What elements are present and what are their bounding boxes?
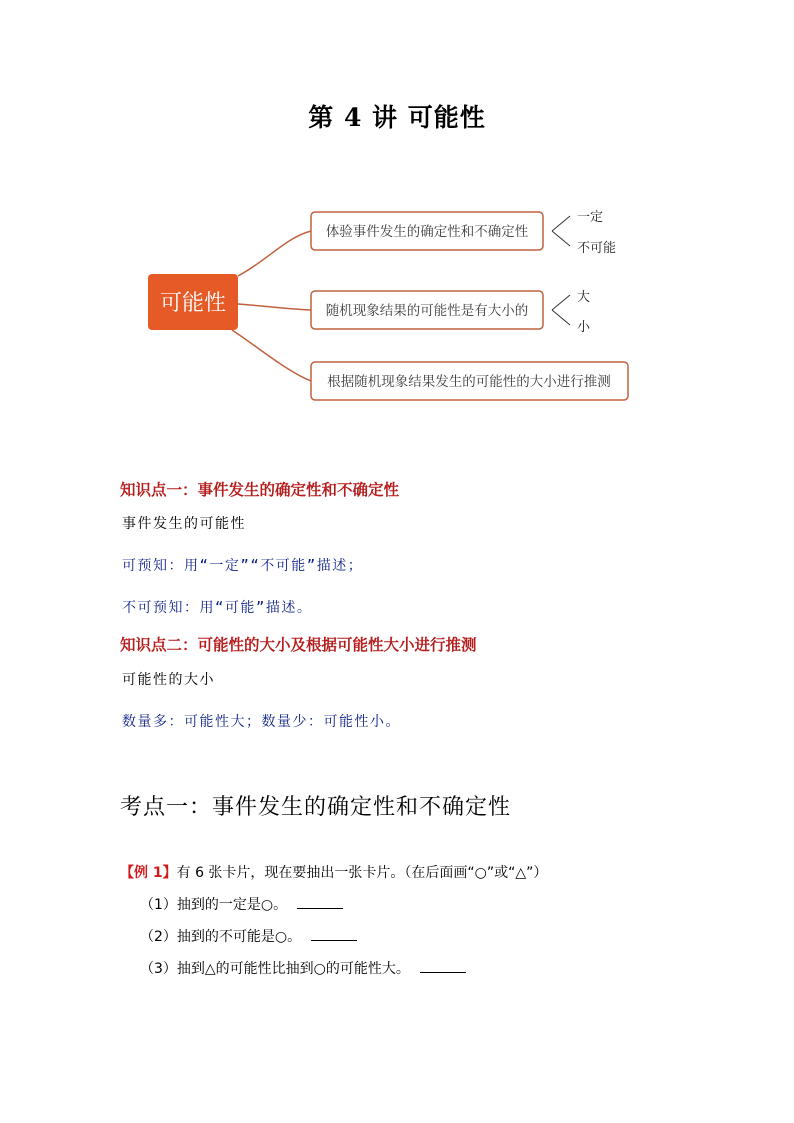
answer-blank[interactable] xyxy=(297,898,343,909)
mind-map-leaf-connector xyxy=(552,216,570,231)
knowledge-heading-2: 知识点二：可能性的大小及根据可能性大小进行推测 xyxy=(120,635,477,654)
knowledge-line: 事件发生的可能性 xyxy=(122,516,246,532)
mind-map-branch-label: 体验事件发生的确定性和不确定性 xyxy=(325,224,529,240)
example-item xyxy=(140,926,357,946)
mind-map-connector xyxy=(238,231,311,276)
exam-point-heading: 考点一：事件发生的确定性和不确定性 xyxy=(120,795,512,820)
example-stem-line xyxy=(120,862,547,882)
mind-map-branch-label: 根据随机现象结果发生的可能性的大小进行推测 xyxy=(327,374,611,390)
mind-map-leaf: 一定 xyxy=(577,210,604,225)
mind-map-leaf: 大 xyxy=(577,290,591,305)
mind-map-connector xyxy=(238,304,311,310)
mind-map-leaf-connector xyxy=(552,310,570,325)
answer-blank[interactable] xyxy=(420,962,466,973)
example-item-text: （2）抽到的不可能是○。 xyxy=(140,929,302,945)
knowledge-line: 数量多：可能性大；数量少：可能性小。 xyxy=(122,714,401,730)
knowledge-line: 可预知：用“一定”“不可能”描述； xyxy=(122,558,364,574)
mind-map-root-label: 可能性 xyxy=(159,291,227,316)
knowledge-heading-1: 知识点一：事件发生的确定性和不确定性 xyxy=(120,480,400,499)
example-stem: 有 6 张卡片，现在要抽出一张卡片。（在后面画“○”或“△”） xyxy=(176,865,548,881)
example-item-text: （3）抽到△的可能性比抽到○的可能性大。 xyxy=(140,961,410,977)
mind-map-leaf: 小 xyxy=(577,320,591,335)
example-item xyxy=(140,958,466,978)
mind-map xyxy=(0,0,794,430)
example-item-text: （1）抽到的一定是○。 xyxy=(140,897,288,913)
knowledge-line: 可能性的大小 xyxy=(122,672,215,688)
mind-map-connector xyxy=(232,330,311,381)
mind-map-leaf-connector xyxy=(552,295,570,310)
mind-map-leaf: 不可能 xyxy=(577,241,617,256)
example-item xyxy=(140,894,343,914)
mind-map-branch-label: 随机现象结果的可能性是有大小的 xyxy=(325,303,529,319)
mind-map-leaf-connector xyxy=(552,231,570,246)
example-tag: 【例 1】 xyxy=(120,865,177,881)
answer-blank[interactable] xyxy=(311,930,357,941)
knowledge-line: 不可预知：用“可能”描述。 xyxy=(122,600,313,616)
page-title: 第 4 讲 可能性 xyxy=(308,103,486,132)
